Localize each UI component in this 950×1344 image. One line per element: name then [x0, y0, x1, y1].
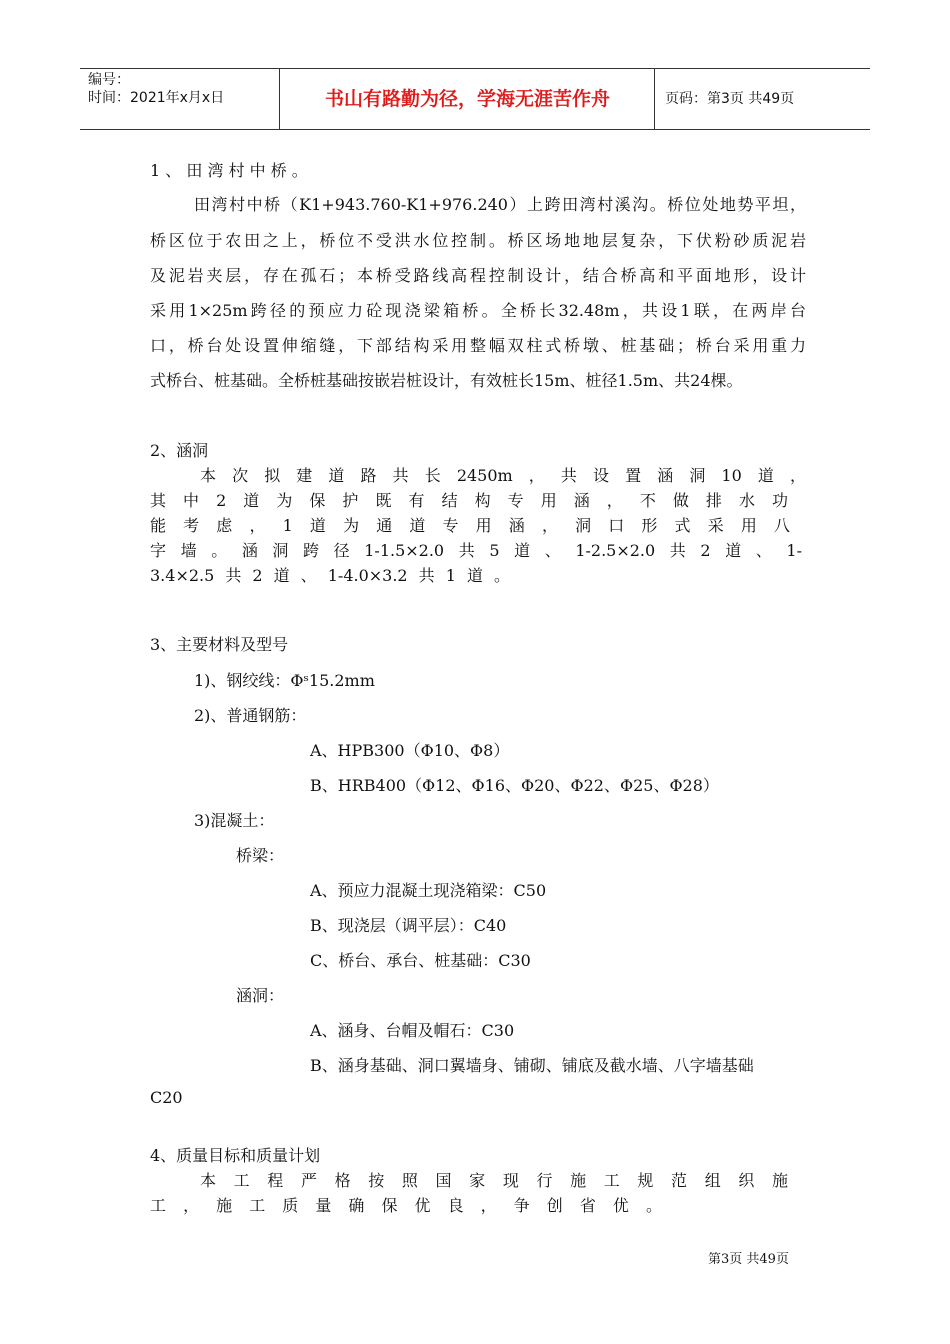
material-item: 3)混凝土： [194, 811, 275, 830]
page-footer: 第3页 共49页 [708, 1252, 789, 1267]
material-item: C20 [150, 1088, 183, 1107]
header-meta [80, 69, 280, 129]
material-item: B、HRB400（Φ12、Φ16、Φ20、Φ22、Φ25、Φ28） [310, 776, 719, 795]
material-subheading: 涵洞： [236, 986, 285, 1005]
material-item: B、现浇层（调平层）：C40 [310, 916, 507, 935]
section-2-title: 2、涵洞 [150, 441, 209, 460]
material-item: A、涵身、台帽及帽石：C30 [310, 1021, 515, 1040]
section-3-title: 3、主要材料及型号 [150, 635, 289, 654]
section-1-line: 式桥台、桩基础。全桥桩基础按嵌岩桩设计，有效桩长15m、桩径1.5m、共24棵。 [150, 371, 743, 390]
material-item: B、涵身基础、洞口翼墙身、铺砌、铺底及截水墙、八字墙基础 [310, 1056, 754, 1075]
section-2-line: 本次拟建道路共长2450m，共设置涵洞10道， [200, 466, 806, 485]
page-header [80, 68, 870, 130]
header-motto: 书山有路勤为径，学海无涯苦作舟 [281, 69, 655, 129]
section-1-line: 桥区位于农田之上，桥位不受洪水位控制。桥区场地地层复杂，下伏粉砂质泥岩 [150, 231, 806, 250]
section-2-line: 3.4×2.5共2道、1-4.0×3.2共1道。 [150, 566, 510, 585]
number-label: 编号： [88, 72, 130, 88]
section-1-line: 及泥岩夹层，存在孤石；本桥受路线高程控制设计，结合桥高和平面地形，设计 [150, 266, 806, 285]
material-item: 2)、普通钢筋： [194, 706, 307, 725]
section-2-line: 字墙。涵洞跨径1-1.5×2.0共5道、1-2.5×2.0共2道、1- [150, 541, 802, 560]
section-1-line: 口，桥台处设置伸缩缝，下部结构采用整幅双柱式桥墩、桩基础；桥台采用重力 [150, 336, 806, 355]
section-2-line: 能考虑，1道为通道专用涵，洞口形式采用八 [150, 516, 790, 535]
section-2-line: 其中2道为保护既有结构专用涵，不做排水功 [150, 491, 788, 510]
section-1-title: 1 、 田 湾 村 中 桥 。 [150, 161, 308, 180]
time-label: 时间：2021年x月x日 [88, 90, 225, 106]
material-item: 1)、钢绞线：Φˢ15.2mm [194, 671, 375, 690]
section-4-line: 本工程严格按照国家现行施工规范组织施 [200, 1171, 788, 1190]
material-item: A、预应力混凝土现浇箱梁：C50 [310, 881, 547, 900]
section-1-line: 田湾村中桥（K1+943.760-K1+976.240）上跨田湾村溪沟。桥位处地势平坦， [194, 195, 806, 214]
material-item: C、桥台、承台、桩基础：C30 [310, 951, 531, 970]
section-1-line: 采用1×25m跨径的预应力砼现浇梁箱桥。全桥长32.48m，共设1联，在两岸台 [150, 301, 806, 320]
section-4-title: 4、质量目标和质量计划 [150, 1146, 321, 1165]
material-subheading: 桥梁： [236, 846, 285, 865]
section-4-line: 工，施工质量确保优良，争创省优。 [150, 1196, 662, 1215]
header-page-label: 页码：第3页 共49页 [665, 91, 795, 107]
material-item: A、HPB300（Φ10、Φ8） [310, 741, 510, 760]
